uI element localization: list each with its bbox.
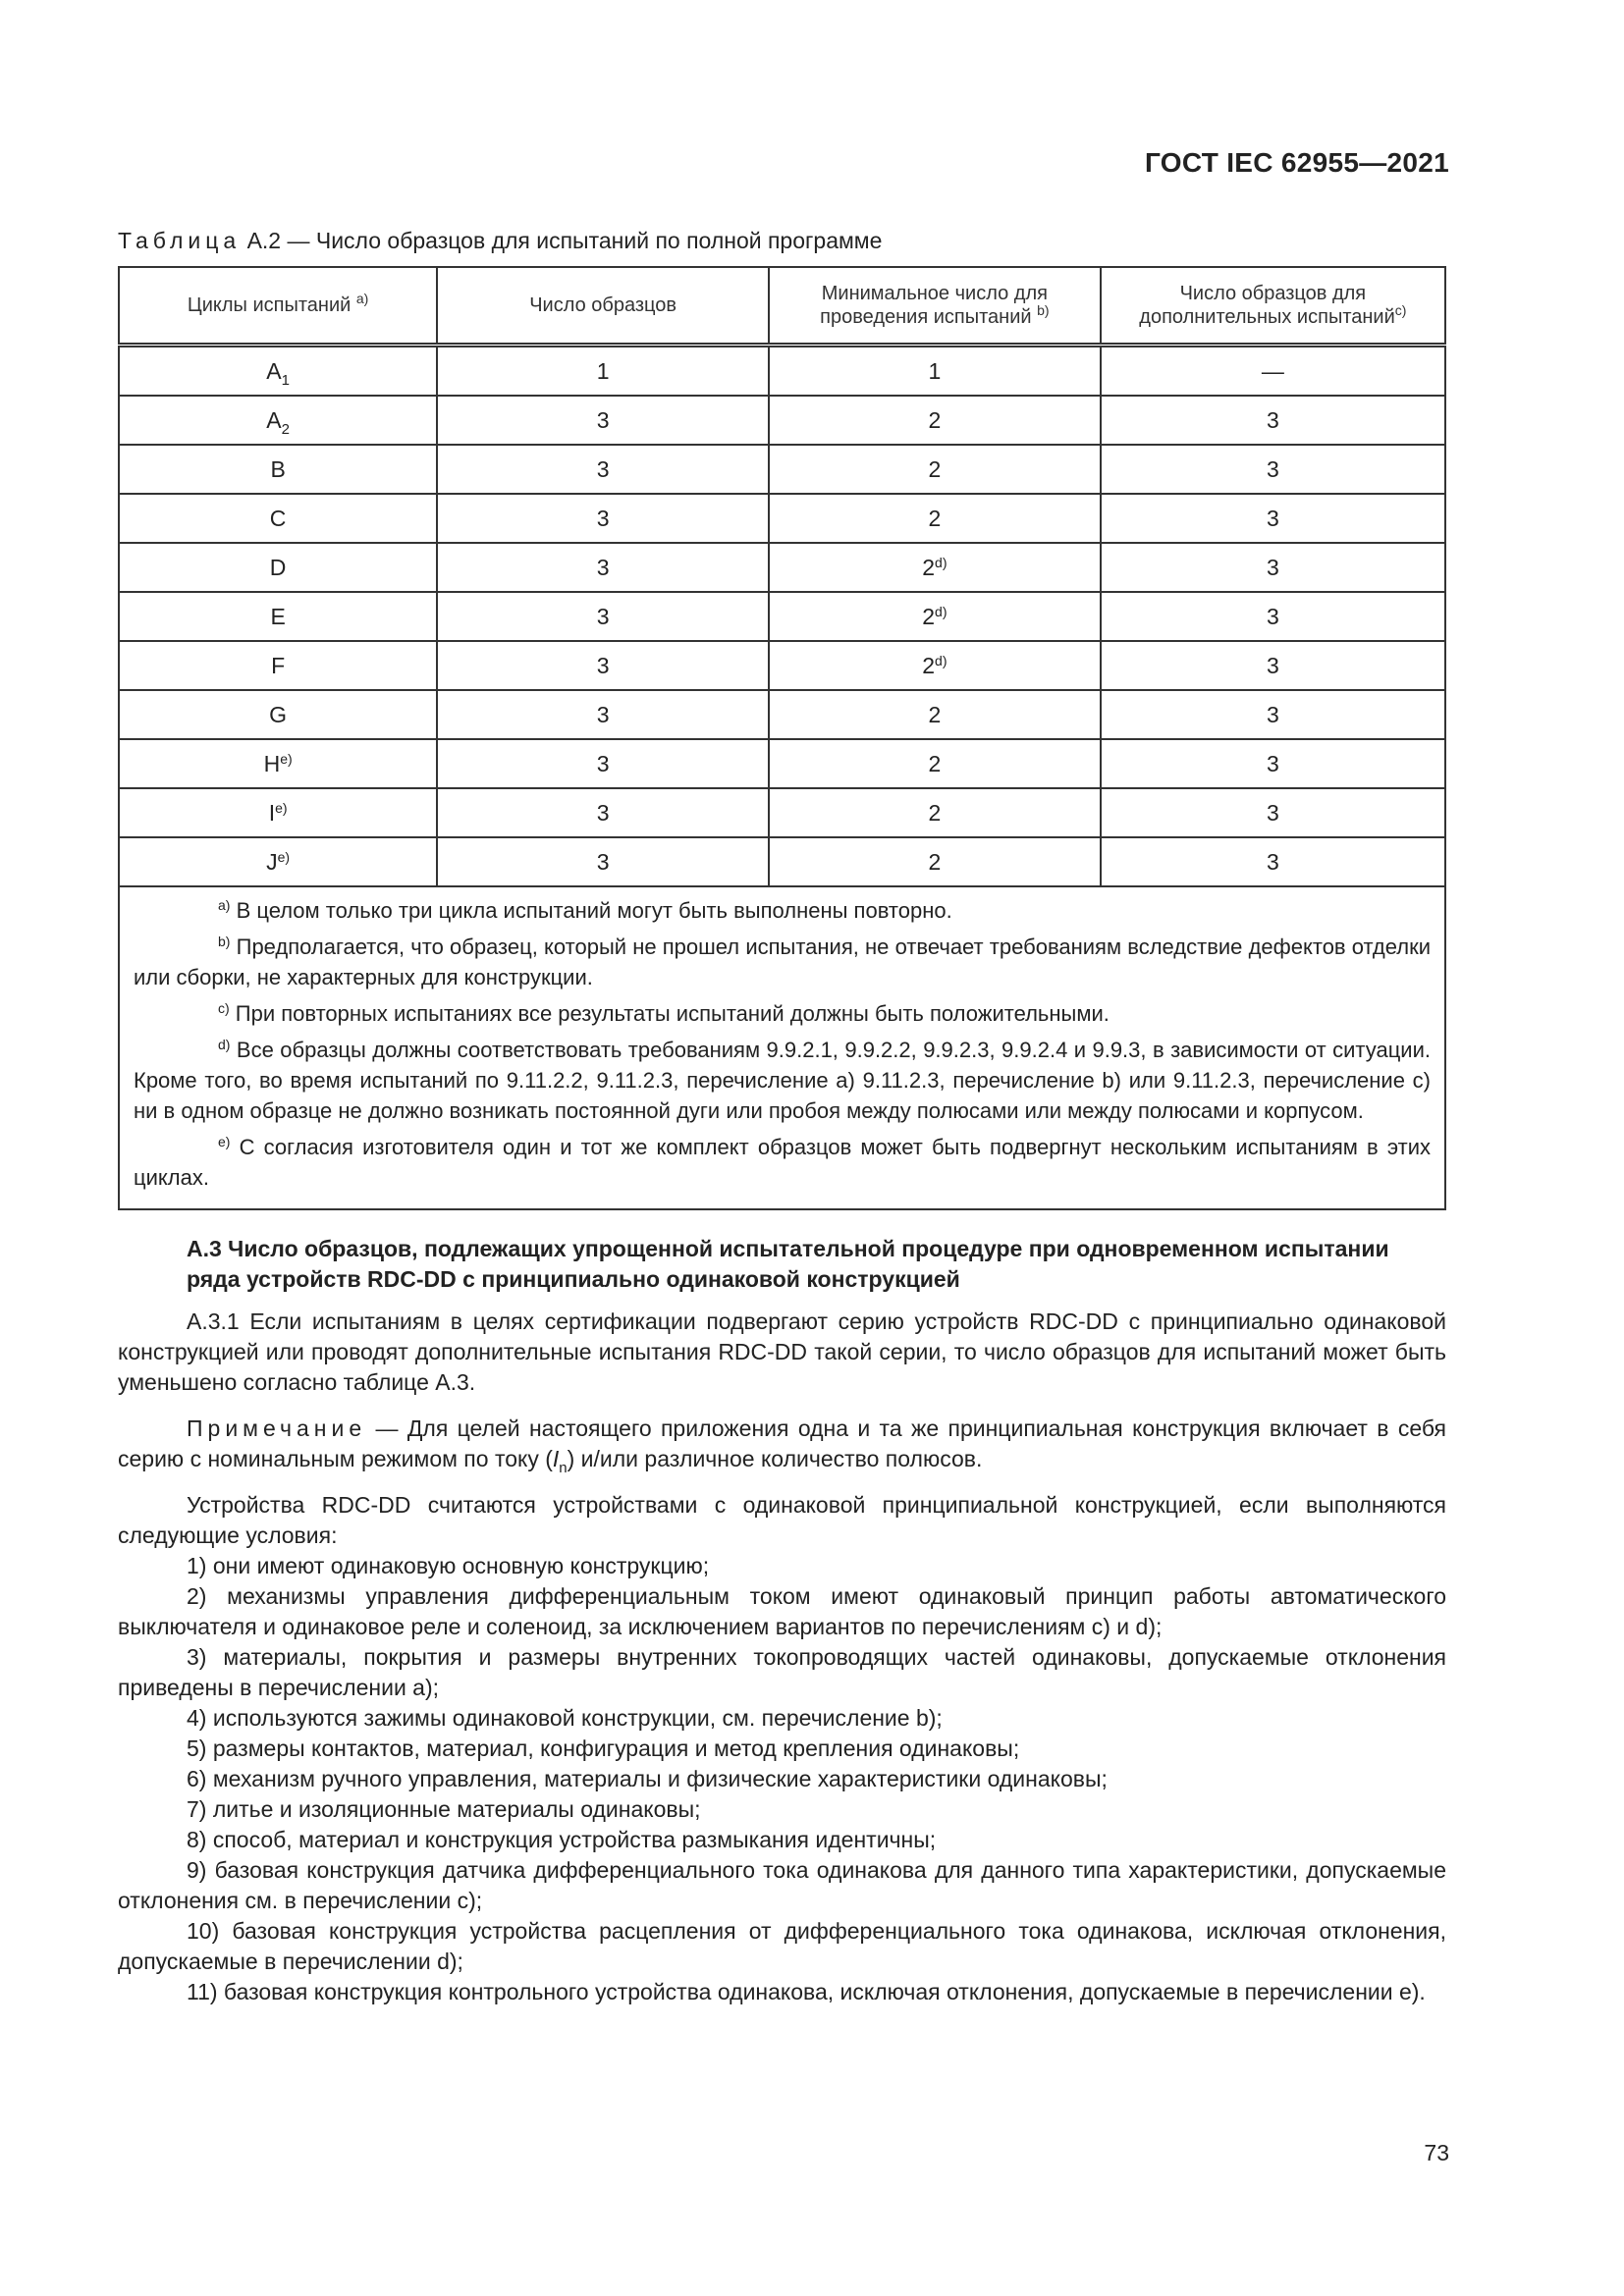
cell-min: 2 xyxy=(769,837,1101,886)
list-item: 6) механизм ручного управления, материалы и физические характеристики одинаковы; xyxy=(187,1766,1108,1791)
document-header: ГОСТ IEC 62955—2021 xyxy=(1145,147,1449,178)
cell-cycle: $J^{e)}$ xyxy=(119,837,437,886)
list-item: 2) механизмы управления дифференциальным током имеют одинаковый принцип работы автоматического выключателя и одинаковое реле и соленоид, за исключением вариантов по перечислениям с) и d); xyxy=(118,1583,1446,1639)
note-paragraph xyxy=(118,1414,1446,1474)
cell-extra: 3 xyxy=(1101,445,1445,494)
cell-extra: 3 xyxy=(1101,592,1445,641)
cell-cycle: E xyxy=(119,592,437,641)
table-footnote: $^{e)}$ С согласия изготовителя один и тот же комплект образцов может быть подвергнут нескольким испытаниям в этих циклах. xyxy=(134,1134,1431,1190)
list-item: 1) они имеют одинаковую основную конструкцию; xyxy=(187,1553,710,1578)
cell-min: 2$^{d)}$ xyxy=(769,592,1101,641)
cell-samples: 3 xyxy=(437,788,769,837)
table-body xyxy=(119,346,1445,1210)
page-number: 73 xyxy=(1424,2140,1449,2165)
cell-samples: 3 xyxy=(437,543,769,592)
cell-extra: 3 xyxy=(1101,396,1445,445)
note-label: Примечание xyxy=(187,1415,367,1441)
cell-cycle: F xyxy=(119,641,437,690)
cell-extra: 3 xyxy=(1101,739,1445,788)
table-notes xyxy=(119,886,1445,1209)
cell-samples: 3 xyxy=(437,690,769,739)
table-notes-row xyxy=(119,886,1445,1209)
cell-cycle: G xyxy=(119,690,437,739)
table-caption xyxy=(118,228,1446,254)
paragraph-conditions: Устройства RDC-DD считаются устройствами с одинаковой принципиальной конструкцией, если выполняются следующие условия: xyxy=(118,1492,1446,1548)
cell-min: 2 xyxy=(769,494,1101,543)
table-row xyxy=(119,739,1445,788)
cell-min: 2 xyxy=(769,445,1101,494)
table-header-row xyxy=(119,267,1445,346)
cell-samples: 3 xyxy=(437,739,769,788)
cell-extra: 3 xyxy=(1101,837,1445,886)
cell-samples: 3 xyxy=(437,396,769,445)
conditions-list xyxy=(118,1551,1446,2007)
table-footnote: $^{а)}$ В целом только три цикла испытаний могут быть выполнены повторно. xyxy=(218,897,952,923)
cell-min: 2$^{d)}$ xyxy=(769,543,1101,592)
col-header-samples: Число образцов xyxy=(437,267,769,346)
col-header-cycles: Циклы испытаний $^{а)}$ xyxy=(119,267,437,346)
cell-min: 2 xyxy=(769,396,1101,445)
cell-min: 2 xyxy=(769,788,1101,837)
cell-samples: 1 xyxy=(437,346,769,397)
table-row xyxy=(119,494,1445,543)
cell-min: 2 xyxy=(769,690,1101,739)
table-row xyxy=(119,641,1445,690)
col-header-min: Минимальное число для проведения испытаний $^{b)}$ xyxy=(769,267,1101,346)
table-row xyxy=(119,690,1445,739)
list-item: 3) материалы, покрытия и размеры внутренних токопроводящих частей одинаковы, допускаемые отклонения приведены в перечислении а); xyxy=(118,1644,1446,1700)
cell-min: 2$^{d)}$ xyxy=(769,641,1101,690)
table-row xyxy=(119,396,1445,445)
samples-table xyxy=(118,266,1446,1210)
list-item: 5) размеры контактов, материал, конфигурация и метод крепления одинаковы; xyxy=(187,1735,1020,1761)
cell-cycle: $A_1$ xyxy=(119,346,437,397)
cell-samples: 3 xyxy=(437,837,769,886)
cell-samples: 3 xyxy=(437,592,769,641)
note-variable: I xyxy=(552,1446,560,1471)
cell-extra: — xyxy=(1101,346,1445,397)
cell-cycle: C xyxy=(119,494,437,543)
cell-cycle: B xyxy=(119,445,437,494)
list-item: 7) литье и изоляционные материалы одинаковы; xyxy=(187,1796,701,1822)
table-caption-text: А.2 — Число образцов для испытаний по полной программе xyxy=(246,228,883,253)
table-footnote: $^{c)}$ При повторных испытаниях все результаты испытаний должны быть положительными. xyxy=(218,1000,1110,1026)
note-text-2: ) и/или различное количество полюсов. xyxy=(567,1446,983,1471)
cell-min: 2 xyxy=(769,739,1101,788)
cell-extra: 3 xyxy=(1101,543,1445,592)
list-item: 11) базовая конструкция контрольного устройства одинакова, исключая отклонения, допускаемые в перечислении е). xyxy=(187,1979,1426,2004)
table-row xyxy=(119,788,1445,837)
section-title: А.3 Число образцов, подлежащих упрощенной испытательной процедуре при одновременном испытании ряда устройств RDC-DD с принципиально одинаковой конструкцией xyxy=(187,1236,1389,1292)
cell-samples: 3 xyxy=(437,641,769,690)
cell-min: 1 xyxy=(769,346,1101,397)
paragraph-a31: А.3.1 Если испытаниям в целях сертификации подвергают серию устройств RDC-DD с принципиально одинаковой конструкцией или проводят дополнительные испытания RDC-DD такой серии, то число образцов для испытаний может быть уменьшено согласно таблице А.3. xyxy=(118,1308,1446,1395)
table-caption-prefix: Таблица xyxy=(118,228,242,253)
cell-cycle: $H^{e)}$ xyxy=(119,739,437,788)
page-content xyxy=(118,228,1446,2007)
note-text-1: — Для целей настоящего приложения одна и та же принципиальная конструкция включает в себя серию с номинальным режимом по току ( xyxy=(118,1415,1446,1471)
cell-extra: 3 xyxy=(1101,641,1445,690)
table-footnote: $^{b)}$ Предполагается, что образец, который не прошел испытания, не отвечает требованиям вследствие дефектов отделки или сборки, не характерных для конструкции. xyxy=(134,934,1431,989)
table-row xyxy=(119,543,1445,592)
table-footnote: $^{d)}$ Все образцы должны соответствовать требованиям 9.9.2.1, 9.9.2.2, 9.9.2.3, 9.9.2.4 и 9.9.3, в зависимости от ситуации. Кроме того, во время испытаний по 9.11.2.2, 9.11.2.3, перечисление а) 9.11.2.3, перечисление b) или 9.11.2.3, перечисление с) ни в одном образце не должно возникать постоянной дуги или пробоя между полюсами или между полюсами и корпусом. xyxy=(134,1037,1431,1123)
cell-extra: 3 xyxy=(1101,788,1445,837)
cell-samples: 3 xyxy=(437,445,769,494)
cell-samples: 3 xyxy=(437,494,769,543)
cell-extra: 3 xyxy=(1101,690,1445,739)
col-header-extra: Число образцов для дополнительных испытаний$^{c)}$ xyxy=(1101,267,1445,346)
table-row xyxy=(119,837,1445,886)
table-row xyxy=(119,346,1445,397)
cell-extra: 3 xyxy=(1101,494,1445,543)
cell-cycle: D xyxy=(119,543,437,592)
list-item: 10) базовая конструкция устройства расцепления от дифференциального тока одинакова, исключая отклонения, допускаемые в перечислении d); xyxy=(118,1918,1446,1974)
list-item: 9) базовая конструкция датчика дифференциального тока одинакова для данного типа характеристики, допускаемые отклонения см. в перечислении с); xyxy=(118,1857,1446,1913)
table-row xyxy=(119,592,1445,641)
table-row xyxy=(119,445,1445,494)
list-item: 8) способ, материал и конструкция устройства размыкания идентичны; xyxy=(187,1827,937,1852)
note-variable-sub: n xyxy=(559,1460,568,1476)
cell-cycle: $I^{e)}$ xyxy=(119,788,437,837)
list-item: 4) используются зажимы одинаковой конструкции, см. перечисление b); xyxy=(187,1705,943,1731)
cell-cycle: $A_2$ xyxy=(119,396,437,445)
